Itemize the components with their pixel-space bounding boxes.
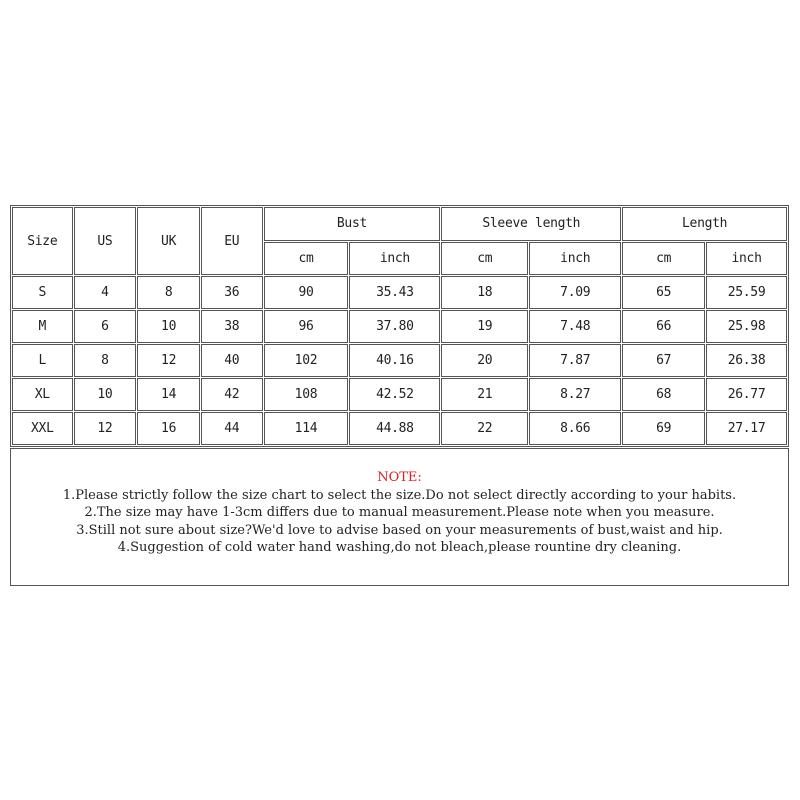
cell-length-cm: 66 (622, 310, 705, 343)
table-row (12, 276, 787, 309)
cell-eu: 40 (201, 344, 263, 377)
note-item: 2.The size may have 1-3cm differs due to manual measurement.Please note when you measure. (84, 505, 715, 520)
cell-uk: 14 (137, 378, 200, 411)
cell-bust-inch: 40.16 (349, 344, 440, 377)
header-row (12, 207, 787, 241)
header-bust: Bust (264, 207, 441, 241)
subheader-length-cm: cm (622, 242, 705, 276)
header-sleeve-length: Sleeve length (441, 207, 621, 241)
subheader-sleeve-cm: cm (441, 242, 528, 276)
table-row (12, 378, 787, 411)
note-item: 1.Please strictly follow the size chart to select the size.Do not select directly according to your habits. (62, 487, 737, 503)
cell-length-cm: 69 (622, 412, 705, 445)
size-table (10, 205, 789, 447)
cell-eu: 44 (201, 412, 263, 445)
table-row (12, 310, 787, 343)
cell-sleeve-cm: 19 (441, 310, 528, 343)
cell-length-inch: 26.77 (706, 378, 787, 411)
cell-length-inch: 27.17 (706, 412, 787, 445)
subheader-sleeve-inch: inch (529, 242, 621, 276)
header-us: US (74, 207, 137, 275)
note-title: NOTE: (377, 470, 422, 485)
cell-bust-cm: 102 (264, 344, 349, 377)
cell-bust-inch: 42.52 (349, 378, 440, 411)
cell-bust-cm: 108 (264, 378, 349, 411)
cell-uk: 8 (137, 276, 200, 309)
cell-us: 6 (74, 310, 137, 343)
cell-bust-cm: 114 (264, 412, 349, 445)
cell-uk: 10 (137, 310, 200, 343)
cell-eu: 42 (201, 378, 263, 411)
note-item: 3.Still not sure about size?We'd love to advise based on your measurements of bust,waist and hip. (76, 522, 723, 538)
note-item: 4.Suggestion of cold water hand washing,do not bleach,please rountine dry cleaning. (117, 540, 682, 555)
cell-uk: 12 (137, 344, 200, 377)
cell-us: 4 (74, 276, 137, 309)
cell-bust-inch: 44.88 (349, 412, 440, 445)
cell-length-inch: 26.38 (706, 344, 787, 377)
header-length: Length (622, 207, 787, 241)
size-chart (10, 205, 789, 586)
cell-bust-inch: 37.80 (349, 310, 440, 343)
cell-length-cm: 65 (622, 276, 705, 309)
cell-size: XL (12, 378, 73, 411)
cell-length-cm: 67 (622, 344, 705, 377)
cell-eu: 38 (201, 310, 263, 343)
cell-sleeve-inch: 7.87 (529, 344, 621, 377)
cell-length-inch: 25.98 (706, 310, 787, 343)
table-row (12, 412, 787, 445)
header-eu: EU (201, 207, 263, 275)
subheader-bust-inch: inch (349, 242, 440, 276)
cell-size: XXL (12, 412, 73, 445)
cell-size: S (12, 276, 73, 309)
cell-size: L (12, 344, 73, 377)
subheader-length-inch: inch (706, 242, 787, 276)
header-size: Size (12, 207, 73, 275)
cell-us: 12 (74, 412, 137, 445)
header-uk: UK (137, 207, 200, 275)
cell-eu: 36 (201, 276, 263, 309)
cell-sleeve-inch: 8.27 (529, 378, 621, 411)
cell-bust-inch: 35.43 (349, 276, 440, 309)
cell-size: M (12, 310, 73, 343)
cell-us: 10 (74, 378, 137, 411)
table-row (12, 344, 787, 377)
cell-uk: 16 (137, 412, 200, 445)
cell-sleeve-cm: 21 (441, 378, 528, 411)
cell-length-cm: 68 (622, 378, 705, 411)
cell-sleeve-cm: 22 (441, 412, 528, 445)
cell-length-inch: 25.59 (706, 276, 787, 309)
cell-sleeve-inch: 7.09 (529, 276, 621, 309)
cell-sleeve-inch: 8.66 (529, 412, 621, 445)
cell-bust-cm: 90 (264, 276, 349, 309)
cell-us: 8 (74, 344, 137, 377)
cell-sleeve-inch: 7.48 (529, 310, 621, 343)
notes-box (10, 448, 789, 586)
cell-sleeve-cm: 18 (441, 276, 528, 309)
subheader-bust-cm: cm (264, 242, 349, 276)
cell-sleeve-cm: 20 (441, 344, 528, 377)
cell-bust-cm: 96 (264, 310, 349, 343)
